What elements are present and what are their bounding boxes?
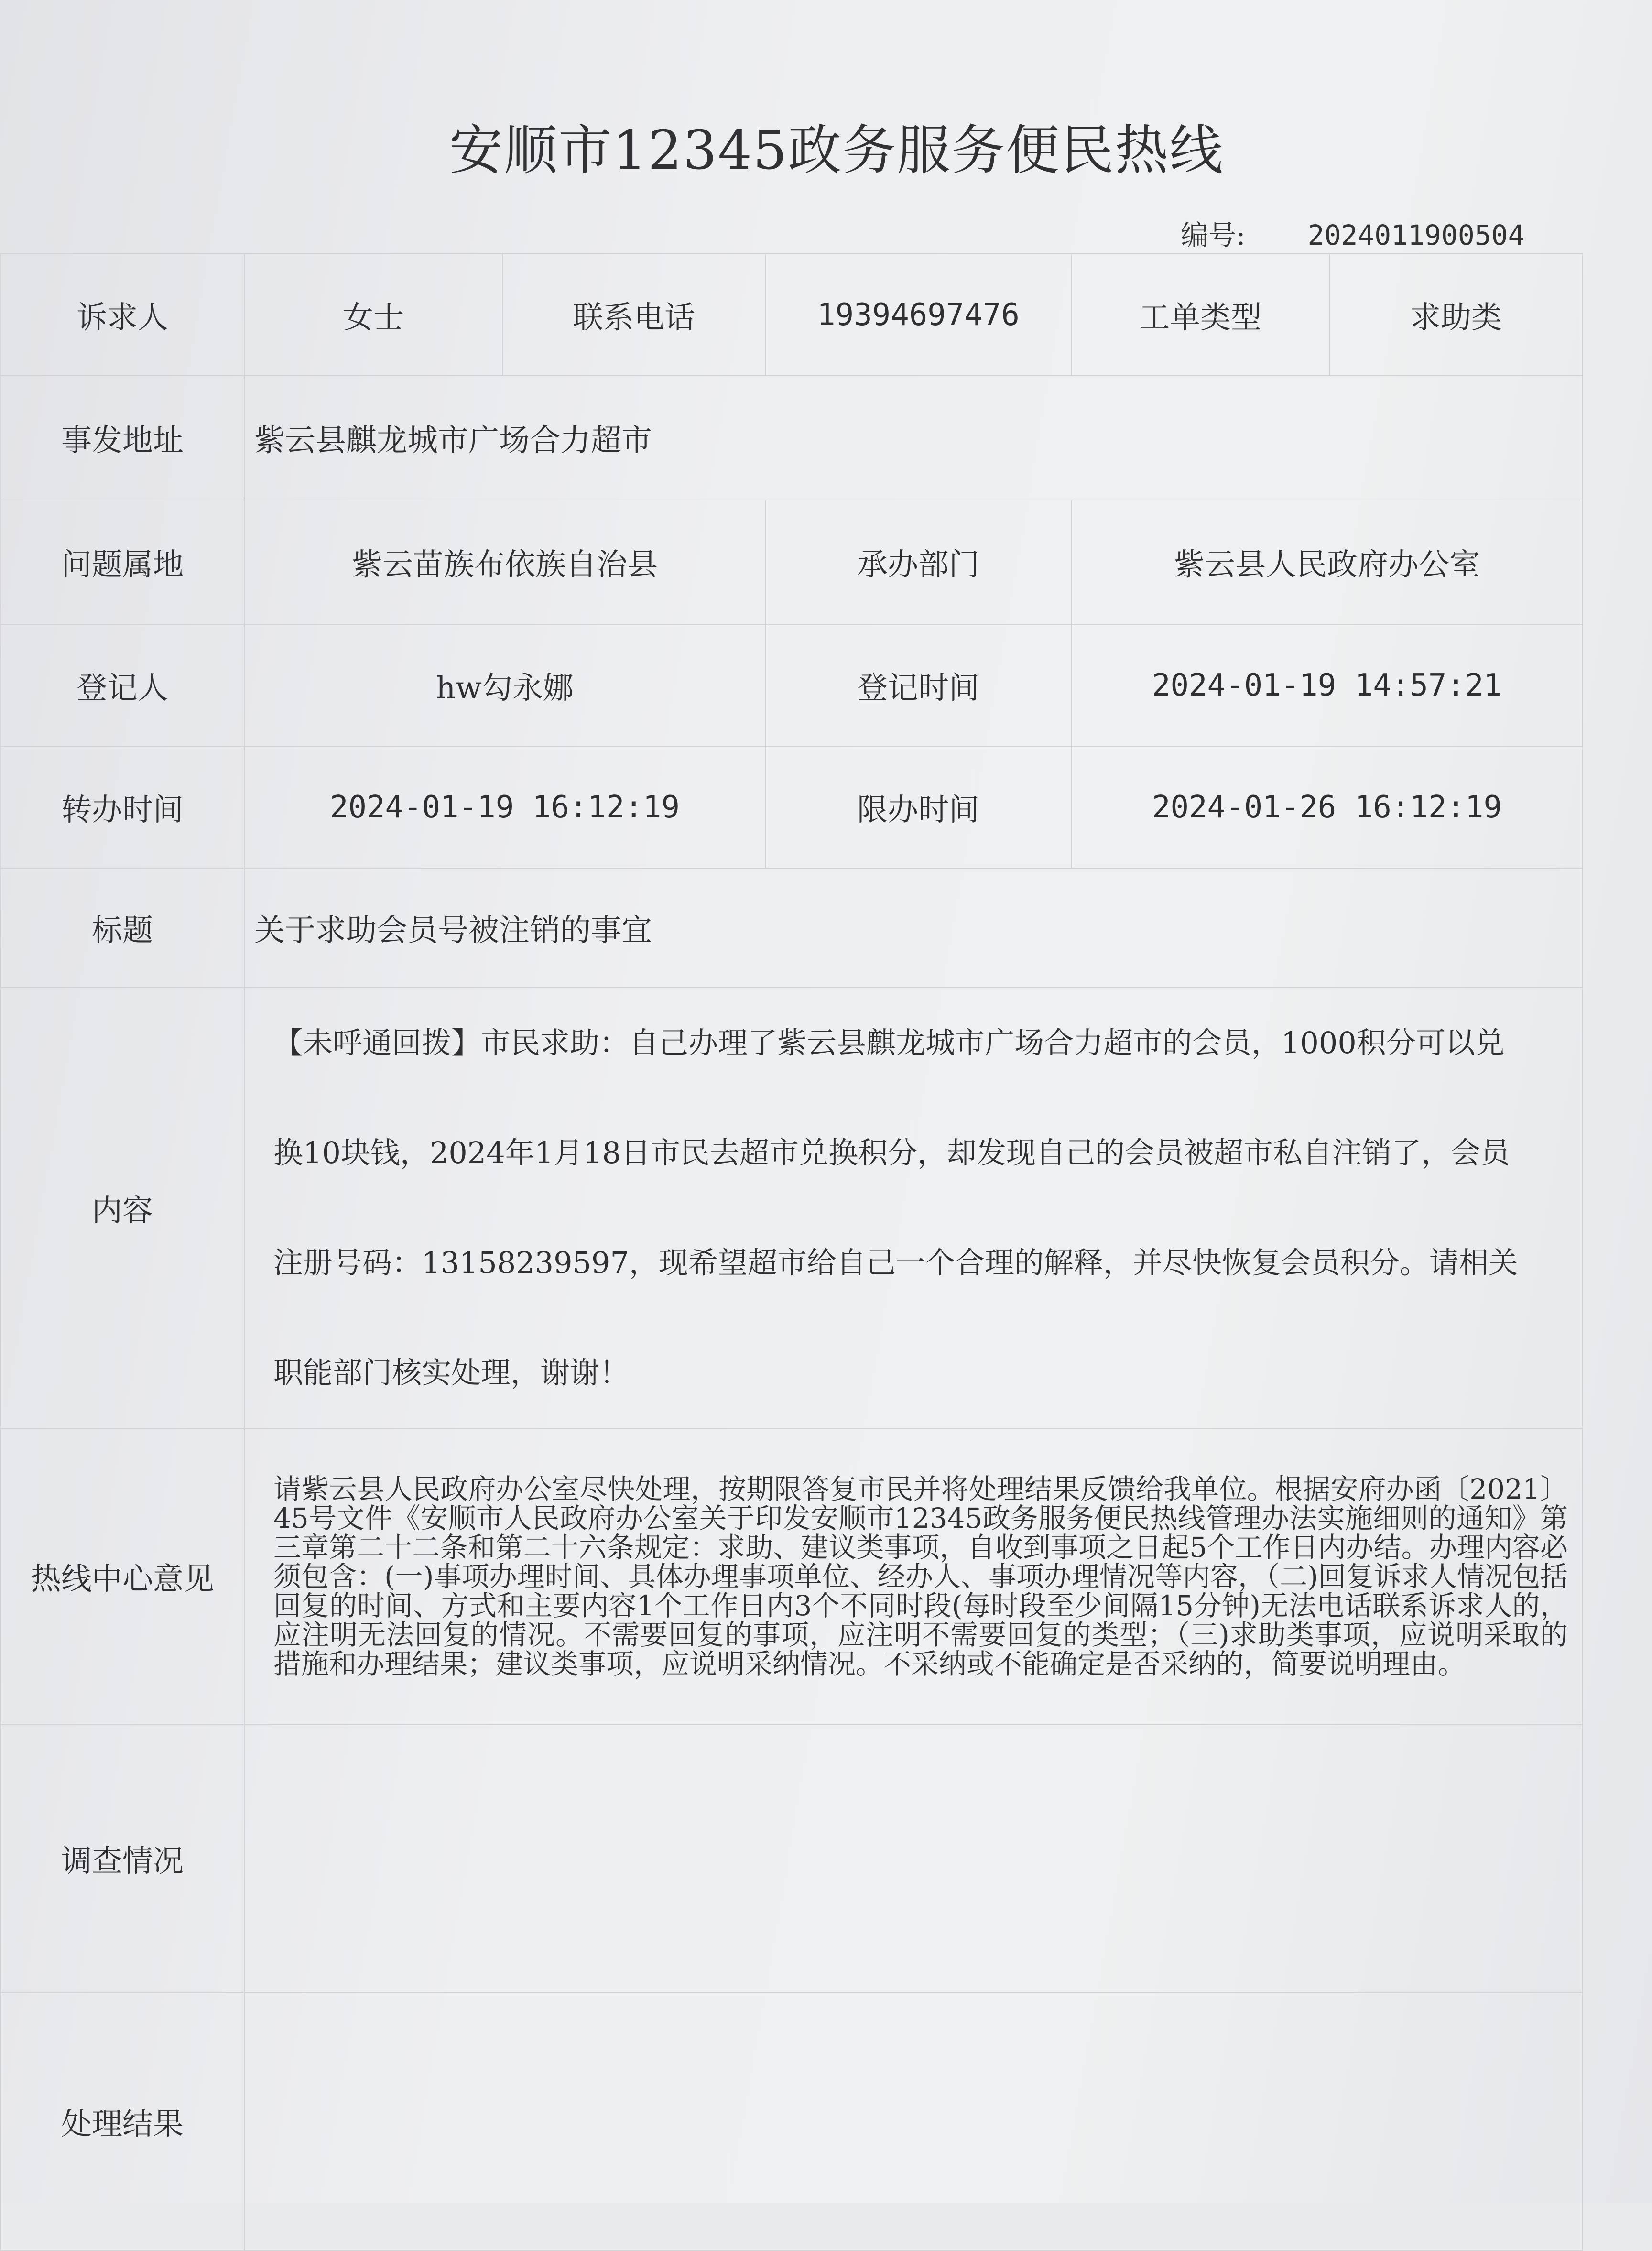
- phone-label: 联系电话: [502, 254, 765, 376]
- content-line: 【未呼通回拨】市民求助：自己办理了紫云县麒龙城市广场合力超市的会员，1000积分可以兑: [273, 1025, 1505, 1060]
- reg-time-value: 2024-01-19 14:57:21: [1071, 624, 1583, 746]
- row-opinion: [0, 1428, 1583, 1725]
- subject-label: 标题: [0, 868, 244, 988]
- serial-value: 2024011900504: [1307, 219, 1525, 251]
- content-label: 内容: [0, 988, 244, 1428]
- document-title: 安顺市12345政务服务便民热线: [449, 120, 1224, 182]
- row-region: [0, 500, 1583, 624]
- content-line: 职能部门核实处理，谢谢！: [273, 1355, 630, 1390]
- order-type-label: 工单类型: [1071, 254, 1329, 376]
- requester-value: 女士: [244, 254, 502, 376]
- content-text: [245, 988, 1582, 1428]
- serial-label: 编号:: [1181, 219, 1246, 251]
- result-label: 处理结果: [0, 1992, 244, 2251]
- row-result: [0, 1992, 1583, 2251]
- work-order-form: [0, 253, 1583, 2251]
- opinion-cell: [244, 1428, 1583, 1725]
- requester-label: 诉求人: [0, 254, 244, 376]
- subject-value: 关于求助会员号被注销的事宜: [244, 868, 1583, 988]
- region-label: 问题属地: [0, 500, 244, 624]
- transfer-time-value: 2024-01-19 16:12:19: [244, 746, 765, 868]
- region-value: 紫云苗族布依族自治县: [244, 500, 765, 624]
- transfer-time-label: 转办时间: [0, 746, 244, 868]
- deadline-label: 限办时间: [765, 746, 1071, 868]
- dept-value: 紫云县人民政府办公室: [1071, 500, 1583, 624]
- order-type-value: 求助类: [1329, 254, 1583, 376]
- row-requester: [0, 254, 1583, 376]
- content-line: 注册号码：13158239597，现希望超市给自己一个合理的解释，并尽快恢复会员积分。请相关: [273, 1245, 1518, 1280]
- row-registrar: [0, 624, 1583, 746]
- reg-time-label: 登记时间: [765, 624, 1071, 746]
- row-content: [0, 988, 1583, 1428]
- row-subject: [0, 868, 1583, 988]
- row-address: [0, 376, 1583, 500]
- row-transfer: [0, 746, 1583, 868]
- investigation-label: 调查情况: [0, 1725, 244, 1992]
- serial-number: [1181, 213, 1525, 253]
- opinion-text: 请紫云县人民政府办公室尽快处理，按期限答复市民并将处理结果反馈给我单位。根据安府办函〔2021〕45号文件《安顺市人民政府办公室关于印发安顺市12345政务服务便民热线管理办法实施细则的通知》第三章第二十二条和第二十六条规定：求助、建议类事项，自收到事项之日起5个工作日内办结。办理内容必须包含：(一)事项办理时间、具体办理事项单位、经办人、事项办理情况等内容，（二)回复诉求人情况包括回复的时间、方式和主要内容1个工作日内3个不同时段(每时段至少间隔15分钟)无法电话联系诉求人的，应注明无法回复的情况。不需要回复的事项，应注明不需要回复的类型；（三)求助类事项，应说明采取的措施和办理结果；建议类事项，应说明采纳情况。不采纳或不能确定是否采纳的，简要说明理由。: [273, 1472, 1568, 1680]
- address-value: 紫云县麒龙城市广场合力超市: [244, 376, 1583, 500]
- investigation-value: [244, 1725, 1583, 1992]
- content-cell: [244, 988, 1583, 1428]
- row-investigation: [0, 1725, 1583, 1992]
- phone-value: 19394697476: [765, 254, 1071, 376]
- content-line: 换10块钱，2024年1月18日市民去超市兑换积分，却发现自己的会员被超市私自注销了，会员: [273, 1135, 1511, 1170]
- deadline-value: 2024-01-26 16:12:19: [1071, 746, 1583, 868]
- result-value: [244, 1992, 1583, 2251]
- dept-label: 承办部门: [765, 500, 1071, 624]
- opinion-label: 热线中心意见: [0, 1428, 244, 1725]
- registrar-value: hw勾永娜: [244, 624, 765, 746]
- registrar-label: 登记人: [0, 624, 244, 746]
- address-label: 事发地址: [0, 376, 244, 500]
